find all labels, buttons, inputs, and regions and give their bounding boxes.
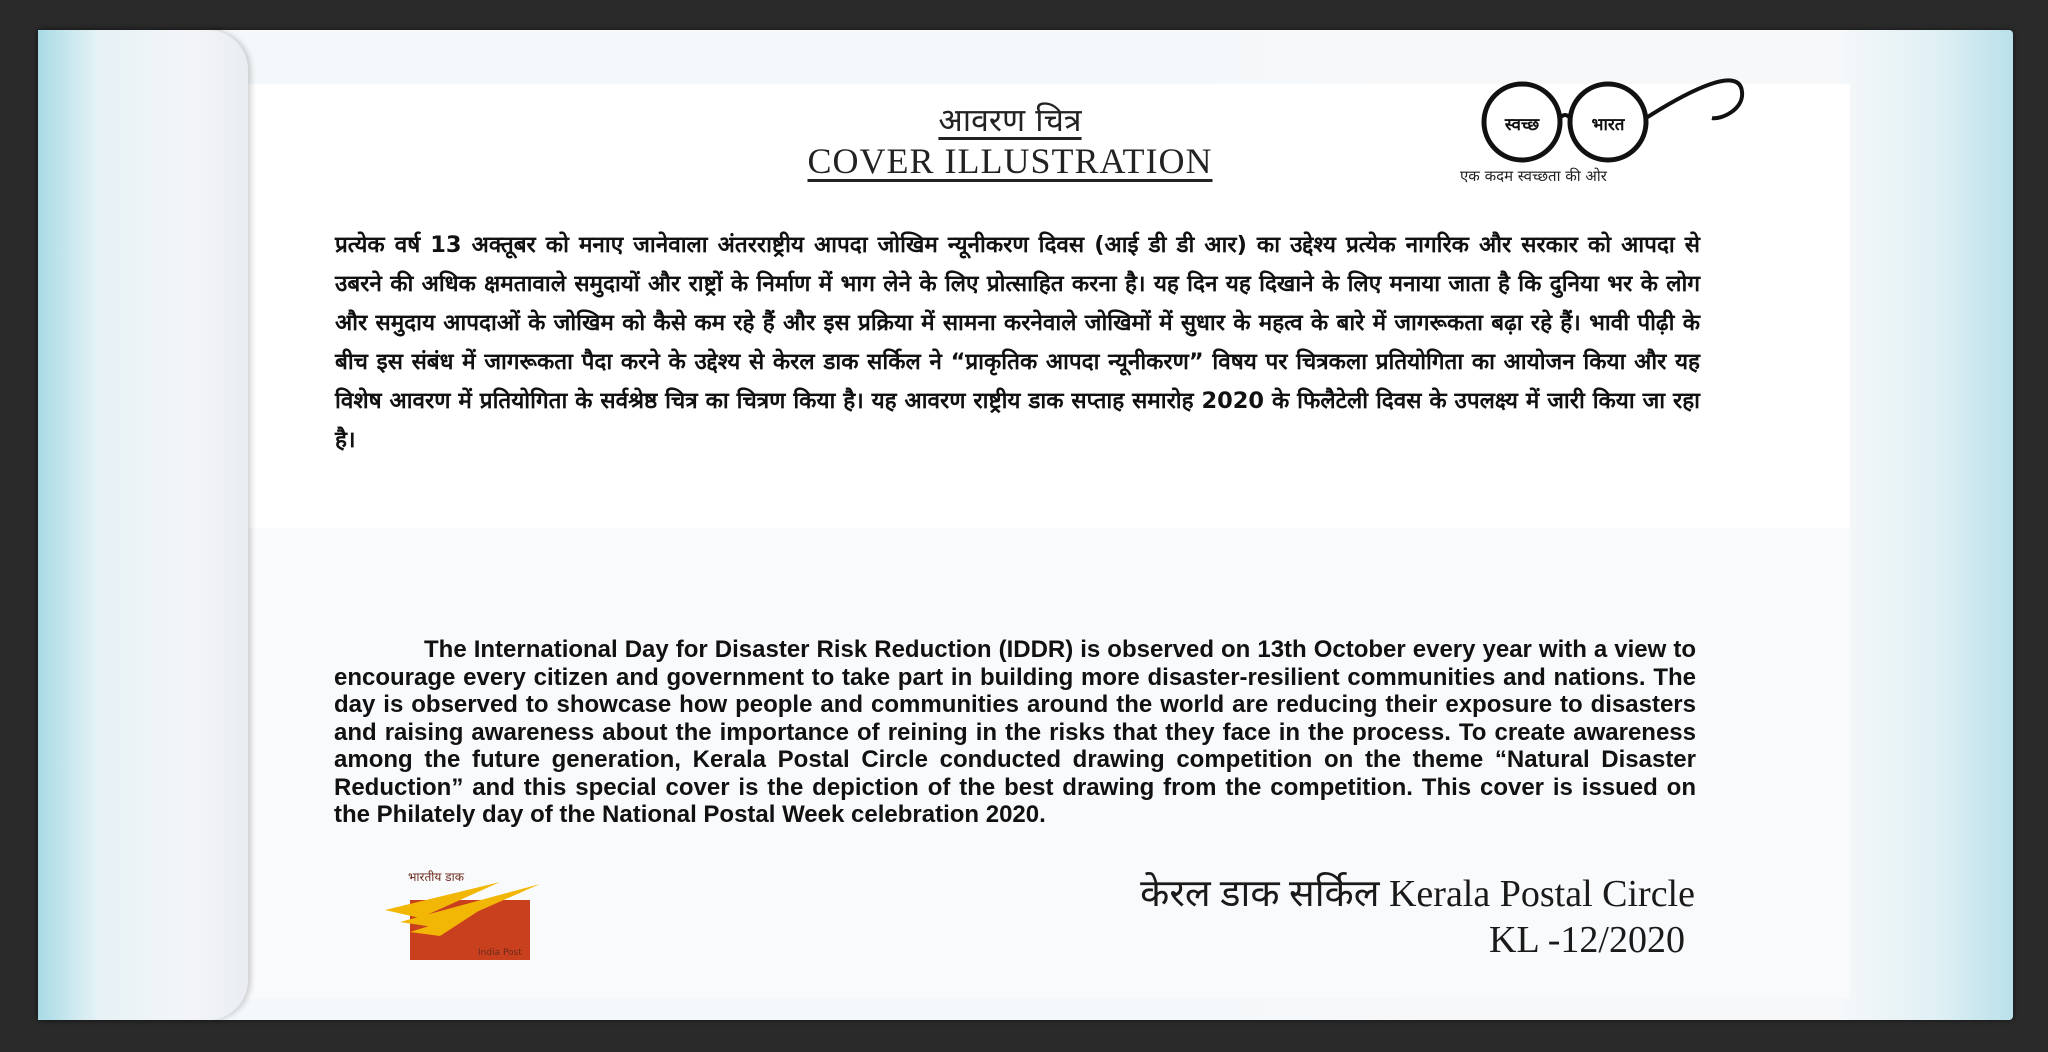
swachh-right-label: भारत [1591, 115, 1625, 135]
english-description-text: The International Day for Disaster Risk Reduction (IDDR) is observed on 13th October every year with a view to encourage every citizen and government to take part in building more disaster-resilient communities and nations. The day is observed to showcase how people and communities around the world are reducing their exposure to disasters and raising awareness about the importance of reining in the risks that they face in the process. To create awareness among the future generation, Kerala Postal Circle conducted drawing competition on the theme “Natural Disaster Reduction” and this special cover is the depiction of the best drawing from the competition. This cover is issued on the Philately day of the National Postal Week celebration 2020. [334, 636, 1696, 828]
issuer-name: केरल डाक सर्किल Kerala Postal Circle [1140, 873, 1695, 915]
hindi-description: प्रत्येक वर्ष 13 अक्तूबर को मनाए जानेवाला अंतरराष्ट्रीय आपदा जोखिम न्यूनीकरण दिवस (आई डी डी आर) का उद्देश्य प्रत्येक नागरिक और सरकार को आपदा से उबरने की अधिक क्षमतावाले समुदायों और राष्ट्रों के निर्माण में भाग लेने के लिए प्रोत्साहित करना है। यह दिन यह दिखाने के लिए मनाया जाता है कि दुनिया भर के लोग और समुदाय आपदाओं के जोखिम को कैसे कम रहे हैं और इस प्रक्रिया में सामना करनेवाले जोखिमों में सुधार के महत्व के बारे में जागरूकता बढ़ा रहे हैं। भावी पीढ़ी के बीच इस संबंध में जागरूकता पैदा करने के उद्देश्य से केरल डाक सर्किल ने “प्राकृतिक आपदा न्यूनीकरण” विषय पर चित्रकला प्रतियोगिता का आयोजन किया और यह विशेष आवरण में प्रतियोगिता के सर्वश्रेष्ठ चित्र का चित्रण किया है। यह आवरण राष्ट्रीय डाक सप्ताह समारोह 2020 के फिलैटेली दिवस के उपलक्ष्य में जारी किया जा रहा है। [335, 232, 1700, 453]
heading-hindi: आवरण चित्र [938, 101, 1082, 139]
swachh-left-label: स्वच्छ [1504, 115, 1540, 135]
india-post-hindi-label: भारतीय डाक [408, 870, 464, 884]
india-post-logo-icon [380, 870, 570, 980]
envelope-flap [38, 30, 248, 1020]
swachh-tagline: एक कदम स्वच्छता की ओर [1460, 167, 1607, 185]
cover-code: KL -12/2020 [1489, 919, 1685, 961]
english-description [334, 636, 1696, 829]
india-post-english-label: India Post [478, 948, 522, 958]
heading-english: COVER ILLUSTRATION [807, 141, 1213, 181]
